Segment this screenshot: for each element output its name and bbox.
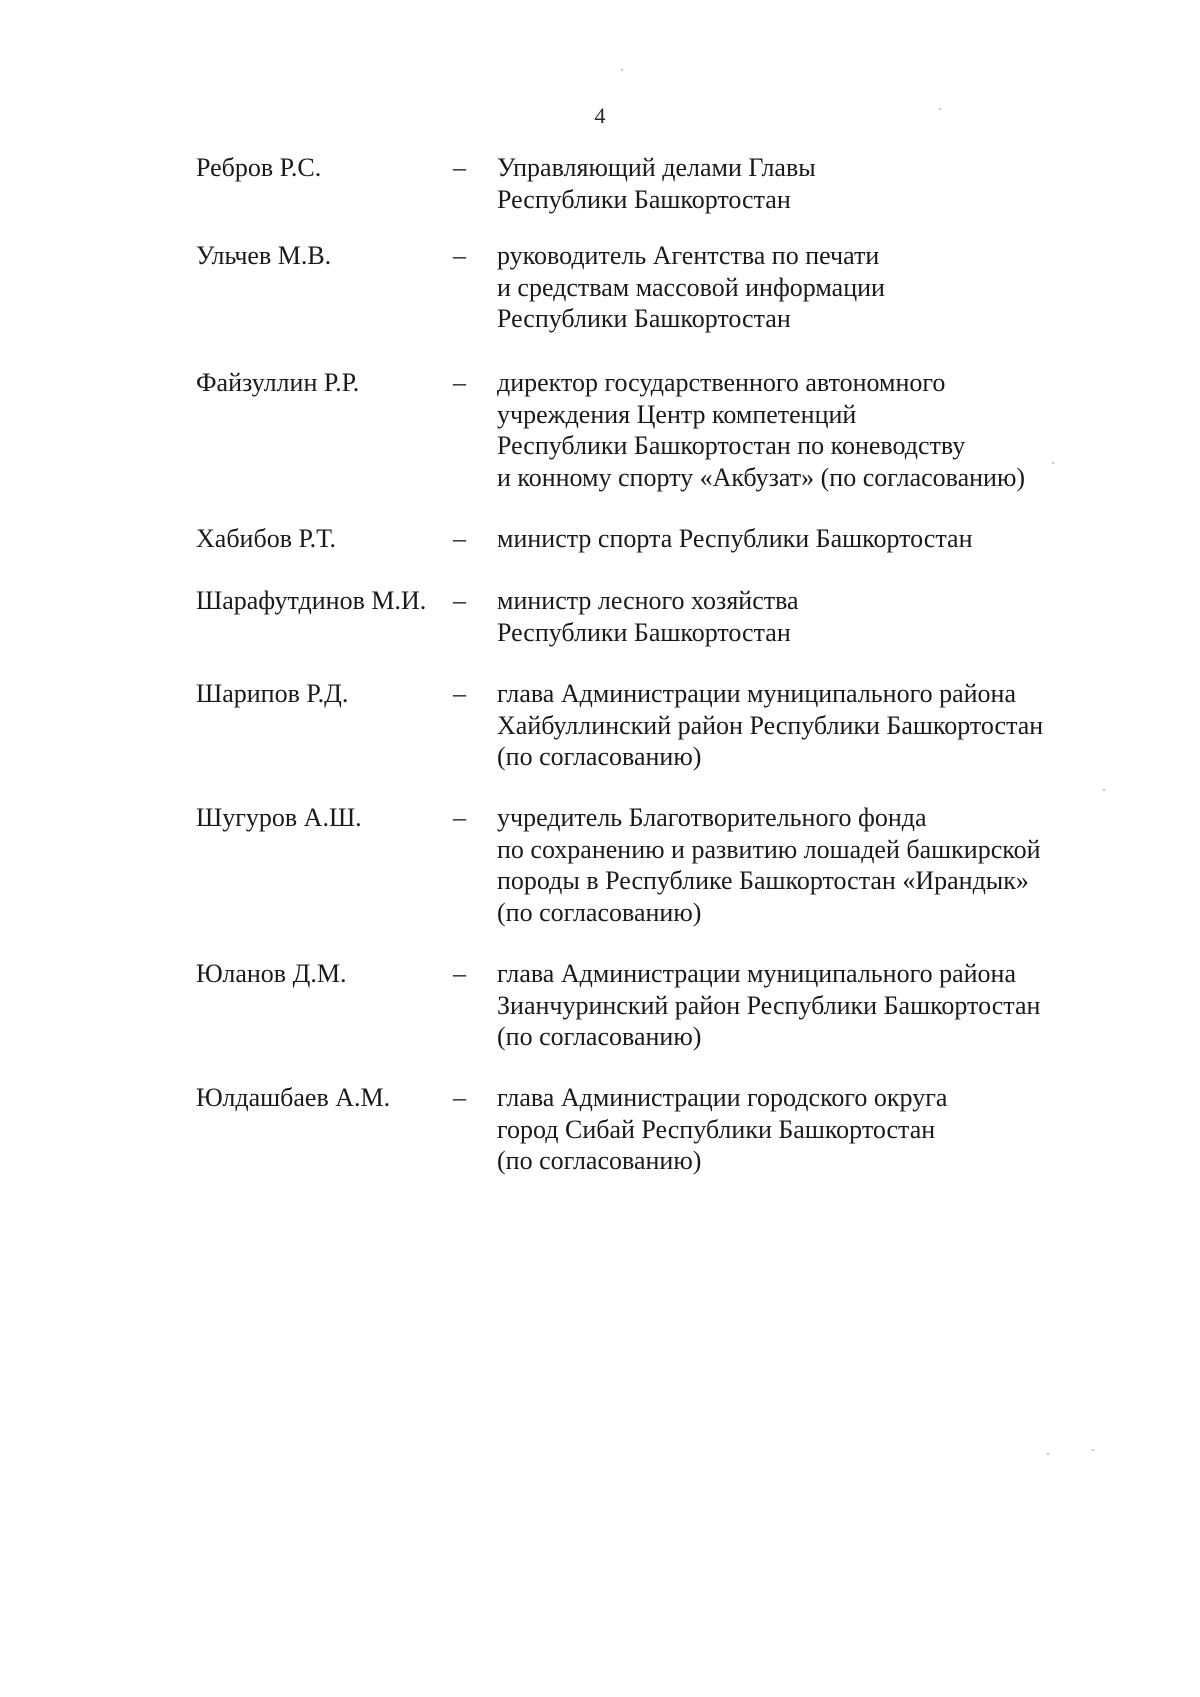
member-name: Хабибов Р.Т. xyxy=(196,524,336,553)
member-dash: – xyxy=(453,959,466,988)
scan-speck xyxy=(1092,1449,1094,1451)
position-line: министр лесного хозяйства xyxy=(497,586,799,615)
position-line: (по согласованию) xyxy=(497,1146,702,1175)
member-name: Файзуллин Р.Р. xyxy=(196,368,360,397)
member-position xyxy=(497,152,1097,215)
member-dash: – xyxy=(453,368,466,397)
member-position xyxy=(497,523,1097,555)
position-line: руководитель Агентства по печати xyxy=(497,241,880,270)
position-line: Зианчуринский район Республики Башкортостан xyxy=(497,990,1041,1020)
position-line: город Сибай Республики Башкортостан xyxy=(497,1114,936,1144)
member-name: Ребров Р.С. xyxy=(196,153,322,182)
member-dash: – xyxy=(453,524,466,553)
member-position xyxy=(497,1082,1097,1177)
member-position xyxy=(497,240,1097,335)
position-line: Республики Башкортостан xyxy=(497,304,791,333)
member-position xyxy=(497,678,1097,773)
position-line: учредитель Благотворительного фонда xyxy=(497,803,927,832)
position-line: глава Администрации муниципального района xyxy=(497,679,1016,708)
member-position xyxy=(497,367,1097,493)
position-line: учреждения Центр компетенций xyxy=(497,399,857,429)
position-line: (по согласованию) xyxy=(497,1022,702,1051)
scan-speck xyxy=(939,108,941,110)
position-line: Хайбуллинский район Республики Башкортостан xyxy=(497,710,1044,740)
position-line: Республики Башкортостан xyxy=(497,184,791,214)
member-name: Юланов Д.М. xyxy=(196,959,347,988)
member-position xyxy=(497,802,1097,928)
member-dash: – xyxy=(453,586,466,615)
position-line: Республики Башкортостан xyxy=(497,617,791,647)
scan-speck xyxy=(621,69,623,71)
member-name: Юлдашбаев А.М. xyxy=(196,1083,391,1112)
member-dash: – xyxy=(453,1083,466,1112)
position-line: глава Администрации городского округа xyxy=(497,1083,948,1112)
position-line: директор государственного автономного xyxy=(497,368,946,397)
member-name: Шарафутдинов М.И. xyxy=(196,586,427,615)
member-position xyxy=(497,585,1097,648)
member-dash: – xyxy=(453,803,466,832)
member-name: Шарипов Р.Д. xyxy=(196,679,349,708)
position-line: по сохранению и развитию лошадей башкирской xyxy=(497,834,1041,864)
member-dash: – xyxy=(453,241,466,270)
position-line: породы в Республике Башкортостан «Ирандык» xyxy=(497,866,1029,895)
member-position xyxy=(497,958,1097,1053)
scan-speck xyxy=(1047,1453,1049,1455)
position-line: (по согласованию) xyxy=(497,897,702,927)
position-line: министр спорта Республики Башкортостан xyxy=(497,524,973,553)
position-line: (по согласованию) xyxy=(497,742,702,771)
position-line: Республики Башкортостан по коневодству xyxy=(497,431,966,460)
member-name: Ульчев М.В. xyxy=(196,241,332,270)
member-name: Шугуров А.Ш. xyxy=(196,803,362,832)
scan-speck xyxy=(1103,789,1105,791)
position-line: Управляющий делами Главы xyxy=(497,153,816,182)
page-number: 4 xyxy=(594,103,606,128)
position-line: глава Администрации муниципального района xyxy=(497,959,1016,988)
position-line: и средствам массовой информации xyxy=(497,272,885,302)
scan-speck xyxy=(1052,462,1054,464)
position-line: и конному спорту «Акбузат» (по согласованию) xyxy=(497,462,1026,492)
member-dash: – xyxy=(453,679,466,708)
member-dash: – xyxy=(453,153,466,182)
